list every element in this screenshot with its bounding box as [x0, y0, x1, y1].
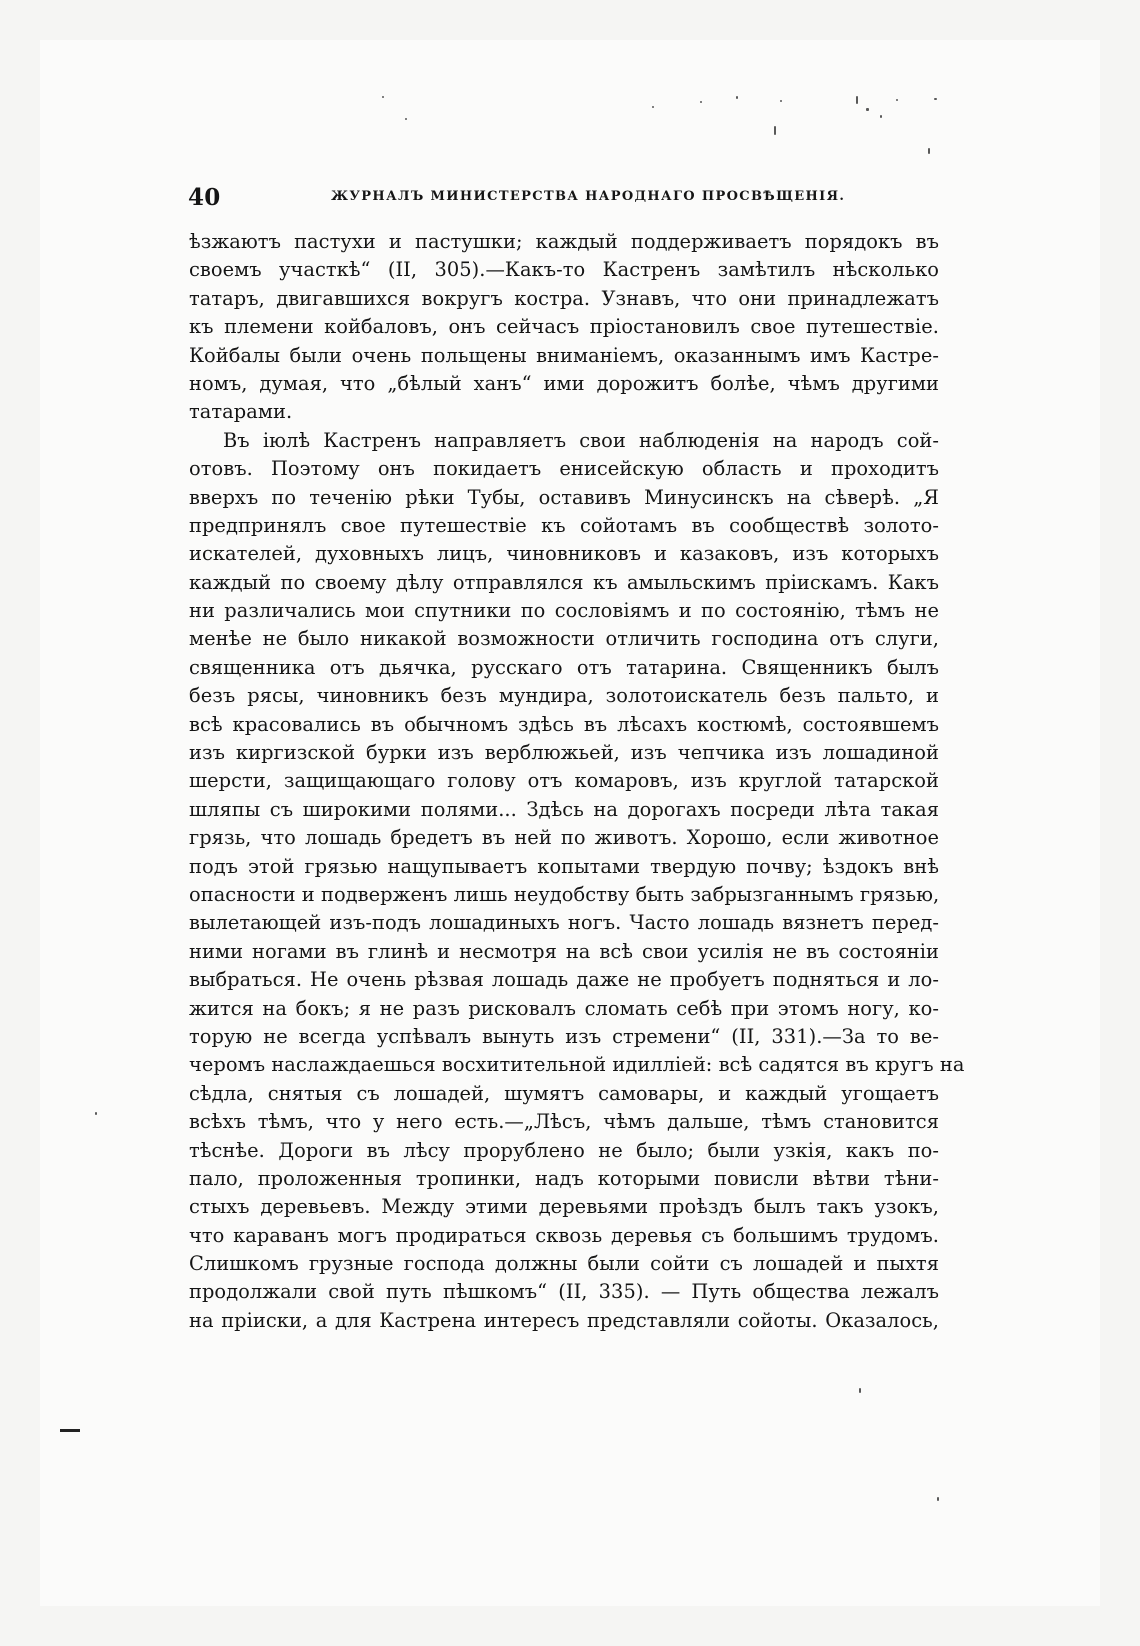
text-line: татаръ, двигавшихся вокругъ костра. Узнавъ, что они принадлежатъ: [189, 286, 939, 310]
text-line: что караванъ могъ продираться сквозь деревья съ большимъ трудомъ.: [189, 1223, 939, 1247]
text-line: шерсти, защищающаго голову отъ комаровъ, изъ круглой татарской: [189, 769, 939, 793]
text-line: татарами.: [189, 400, 293, 424]
body-text: [189, 228, 965, 1335]
scan-speck: [382, 96, 384, 98]
text-line: на пріиски, а для Кастрена интересъ представляли сойоты. Оказалось,: [189, 1308, 939, 1332]
scan-speck: [896, 99, 898, 101]
text-line: всѣ красовались въ обычномъ здѣсь въ лѣсахъ костюмѣ, состоявшемъ: [189, 712, 939, 736]
scan-speck: [880, 115, 882, 118]
scan-speck: [856, 96, 858, 104]
text-line: отовъ. Поэтому онъ покидаетъ енисейскую область и проходитъ: [189, 457, 939, 481]
text-line: ними ногами въ глинѣ и несмотря на всѣ свои усилія не въ состояніи: [189, 939, 939, 963]
text-line: Въ іюлѣ Кастренъ направляетъ свои наблюденія на народъ сой-: [223, 428, 939, 452]
text-line: вылетающей изъ-подъ лошадиныхъ ногъ. Часто лошадь вязнетъ перед-: [189, 911, 939, 935]
scan-speck: [859, 1388, 861, 1393]
text-line: искателей, духовныхъ лицъ, чиновниковъ и казаковъ, изъ которыхъ: [189, 542, 939, 566]
text-line: ѣзжаютъ пастухи и пастушки; каждый поддерживаетъ порядокъ въ: [189, 230, 939, 253]
text-line: выбраться. Не очень рѣзвая лошадь даже не пробуетъ подняться и ло-: [189, 968, 939, 992]
scan-speck: [780, 100, 782, 102]
text-line: стыхъ деревьевъ. Между этими деревьями проѣздъ былъ такъ узокъ,: [189, 1195, 939, 1219]
running-title: ЖУРНАЛЪ МИНИСТЕРСТВА НАРОДНАГО ПРОСВѢЩЕНІЯ.: [331, 189, 846, 204]
scan-speck: [405, 118, 407, 120]
margin-mark: [60, 1429, 80, 1432]
scan-speck: [736, 96, 738, 99]
text-line: жится на бокъ; я не разъ рисковалъ сломать себѣ при этомъ ногу, ко-: [189, 996, 939, 1020]
text-line: безъ рясы, чиновникъ безъ мундира, золотоискатель безъ пальто, и: [189, 684, 939, 708]
text-line: вверхъ по теченію рѣки Тубы, оставивъ Минусинскъ на сѣверѣ. „Я: [189, 485, 939, 509]
scan-speck: [928, 148, 930, 154]
text-line: къ племени койбаловъ, онъ сейчасъ пріостановилъ свое путешествіе.: [189, 315, 939, 339]
text-line: опасности и подверженъ лишь неудобству быть забрызганнымъ грязью,: [189, 882, 940, 906]
scan-speck: [652, 106, 654, 108]
text-line: Слишкомъ грузные господа должны были сойти съ лошадей и пыхтя: [189, 1252, 939, 1276]
text-line: ни различались мои спутники по сословіямъ и по состоянію, тѣмъ не: [189, 599, 939, 623]
text-line: своемъ участкѣ“ (II, 305).—Какъ-то Кастренъ замѣтилъ нѣсколько: [189, 258, 939, 282]
text-line: шляпы съ широкими полями... Здѣсь на дорогахъ посреди лѣта такая: [189, 797, 939, 821]
scan-speck: [700, 101, 702, 103]
text-line: Койбалы были очень польщены вниманіемъ, оказаннымъ имъ Кастре-: [189, 343, 939, 367]
scan-speck: [95, 1112, 97, 1115]
text-line: номъ, думая, что „бѣлый ханъ“ ими дорожитъ болѣе, чѣмъ другими: [189, 371, 939, 395]
text-line: сѣдла, снятыя съ лошадей, шумятъ самовары, и каждый угощаетъ: [189, 1081, 939, 1105]
text-line: предпринялъ свое путешествіе къ сойотамъ въ сообществѣ золото-: [189, 513, 939, 537]
text-line: священника отъ дьячка, русскаго отъ татарина. Священникъ былъ: [189, 655, 939, 679]
scan-speck: [774, 126, 776, 135]
text-line: всѣхъ тѣмъ, что у него есть.—„Лѣсъ, чѣмъ дальше, тѣмъ становится: [189, 1110, 939, 1134]
text-line: менѣе не было никакой возможности отличить господина отъ слуги,: [189, 627, 939, 651]
scan-speck: [934, 98, 937, 100]
scan-speck: [866, 108, 869, 111]
text-line: каждый по своему дѣлу отправлялся къ амыльскимъ пріискамъ. Какъ: [189, 570, 939, 594]
text-line: продолжали свой путь пѣшкомъ“ (II, 335). — Путь общества лежалъ: [189, 1280, 939, 1304]
text-line: подъ этой грязью нащупываетъ копытами твердую почву; ѣздокъ внѣ: [189, 854, 939, 878]
scan-speck: [937, 1497, 939, 1501]
text-line: черомъ наслаждаешься восхитительной идилліей: всѣ садятся въ кругъ на: [189, 1053, 965, 1077]
text-line: грязь, что лошадь бредетъ въ ней по животъ. Хорошо, если животное: [189, 826, 939, 850]
page-header: [188, 184, 942, 212]
text-line: пало, проложенныя тропинки, надъ которыми повисли вѣтви тѣни-: [189, 1166, 939, 1190]
text-line: тѣснѣе. Дороги въ лѣсу прорублено не было; были узкія, какъ по-: [189, 1138, 939, 1162]
text-line: торую не всегда успѣвалъ вынуть изъ стремени“ (II, 331).—За то ве-: [189, 1024, 939, 1048]
page-number: 40: [188, 184, 221, 211]
text-line: изъ киргизской бурки изъ верблюжьей, изъ чепчика изъ лошадиной: [189, 741, 939, 765]
